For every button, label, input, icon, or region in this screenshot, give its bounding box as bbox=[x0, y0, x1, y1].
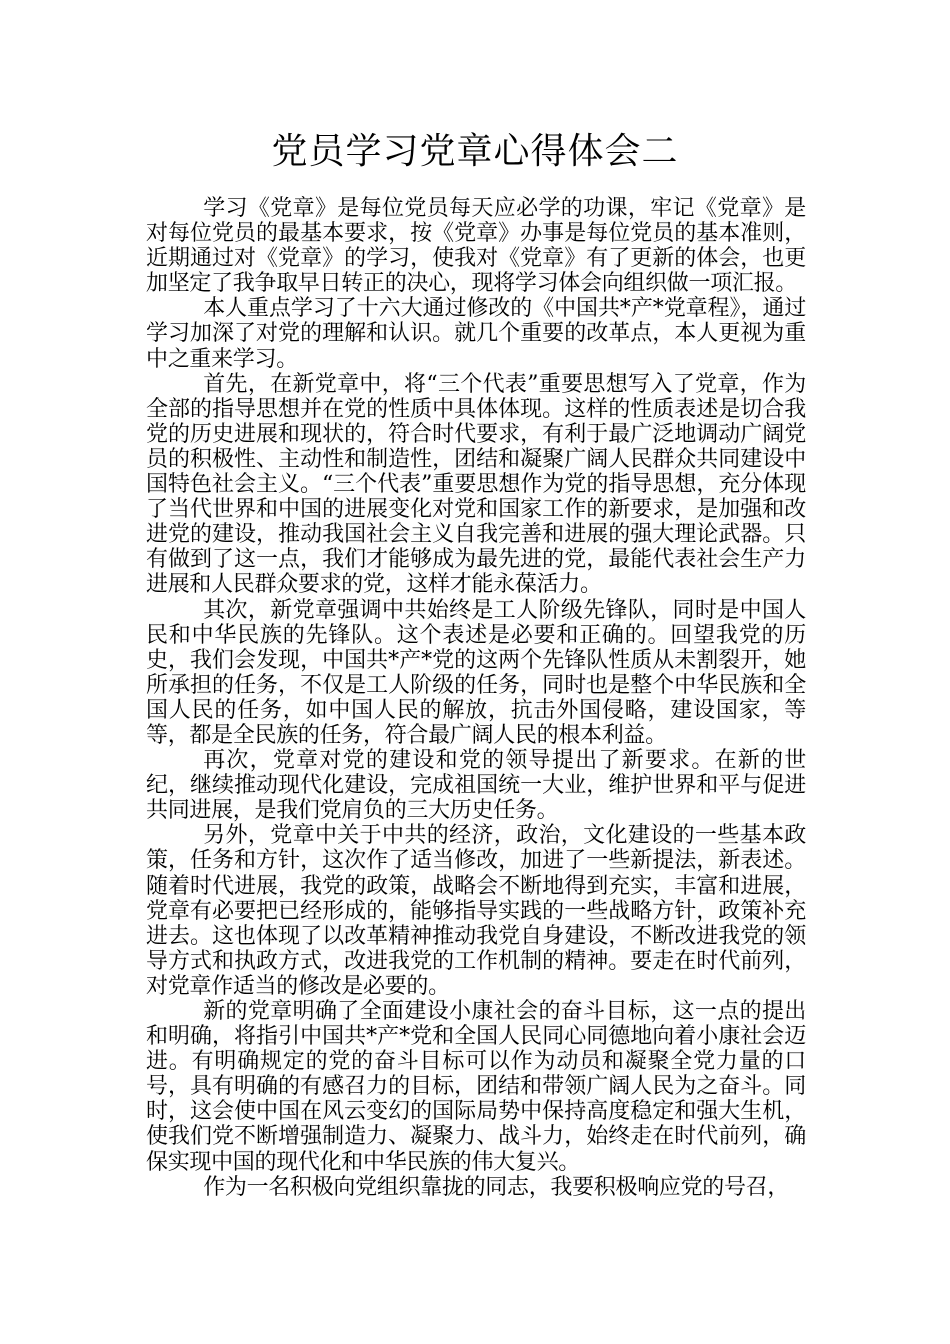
paragraph-1: 学习《党章》是每位党员每天应必学的功课，牢记《党章》是对每位党员的最基本要求，按《党章》办事是每位党员的基本准则，近期通过对《党章》的学习，使我对《党章》有了更新的体会，也更加坚定了我争取早日转正的决心，现将学习体会向组织做一项汇报。 bbox=[146, 196, 806, 297]
document-title: 党员学习党章心得体会二 bbox=[271, 131, 679, 172]
paragraph-5: 再次，党章对党的建设和党的领导提出了新要求。在新的世纪，继续推动现代化建设，完成祖国统一大业，维护世界和平与促进共同进展，是我们党肩负的三大历史任务。 bbox=[146, 748, 806, 824]
paragraph-3: 首先，在新党章中，将“三个代表”重要思想写入了党章，作为全部的指导思想并在党的性质中具体体现。这样的性质表述是切合我党的历史进展和现状的，符合时代要求，有利于最广泛地调动广阔党员的积极性、主动性和制造性，团结和凝聚广阔人民群众共同建设中国特色社会主义。“三个代表”重要思想作为党的指导思想，充分体现了当代世界和中国的进展变化对党和国家工作的新要求，是加强和改进党的建设，推动我国社会主义自我完善和进展的强大理论武器。只有做到了这一点，我们才能够成为最先进的党，最能代表社会生产力进展和人民群众要求的党，这样才能永葆活力。 bbox=[146, 371, 806, 598]
paragraph-2: 本人重点学习了十六大通过修改的《中国共*产*党章程》，通过学习加深了对党的理解和认识。就几个重要的改革点，本人更视为重中之重来学习。 bbox=[146, 296, 806, 372]
paragraph-6: 另外，党章中关于中共的经济，政治，文化建设的一些基本政策，任务和方针，这次作了适当修改，加进了一些新提法，新表述。随着时代进展，我党的政策，战略会不断地得到充实，丰富和进展，党章有必要把已经形成的，能够指导实践的一些战略方针，政策补充进去。这也体现了以改革精神推动我党自身建设，不断改进我党的领导方式和执政方式，改进我党的工作机制的精神。要走在时代前列，对党章作适当的修改是必要的。 bbox=[146, 823, 806, 999]
paragraph-7: 新的党章明确了全面建设小康社会的奋斗目标，这一点的提出和明确，将指引中国共*产*党和全国人民同心同德地向着小康社会迈进。有明确规定的党的奋斗目标可以作为动员和凝聚全党力量的口号，具有明确的有感召力的目标，团结和带领广阔人民为之奋斗。同时，这会使中国在风云变幻的国际局势中保持高度稳定和强大生机，使我们党不断增强制造力、凝聚力、战斗力，始终走在时代前列，确保实现中国的现代化和中华民族的伟大复兴。 bbox=[146, 999, 806, 1175]
paragraph-4: 其次，新党章强调中共始终是工人阶级先锋队，同时是中国人民和中华民族的先锋队。这个表述是必要和正确的。回望我党的历史，我们会发现，中国共*产*党的这两个先锋队性质从未割裂开，她所承担的任务，不仅是工人阶级的任务，同时也是整个中华民族和全国人民的任务，如中国人民的解放，抗击外国侵略，建设国家，等等，都是全民族的任务，符合最广阔人民的根本利益。 bbox=[146, 597, 806, 748]
document-body bbox=[146, 196, 806, 1200]
paragraph-8: 作为一名积极向党组织靠拢的同志，我要积极响应党的号召， bbox=[203, 1174, 790, 1200]
